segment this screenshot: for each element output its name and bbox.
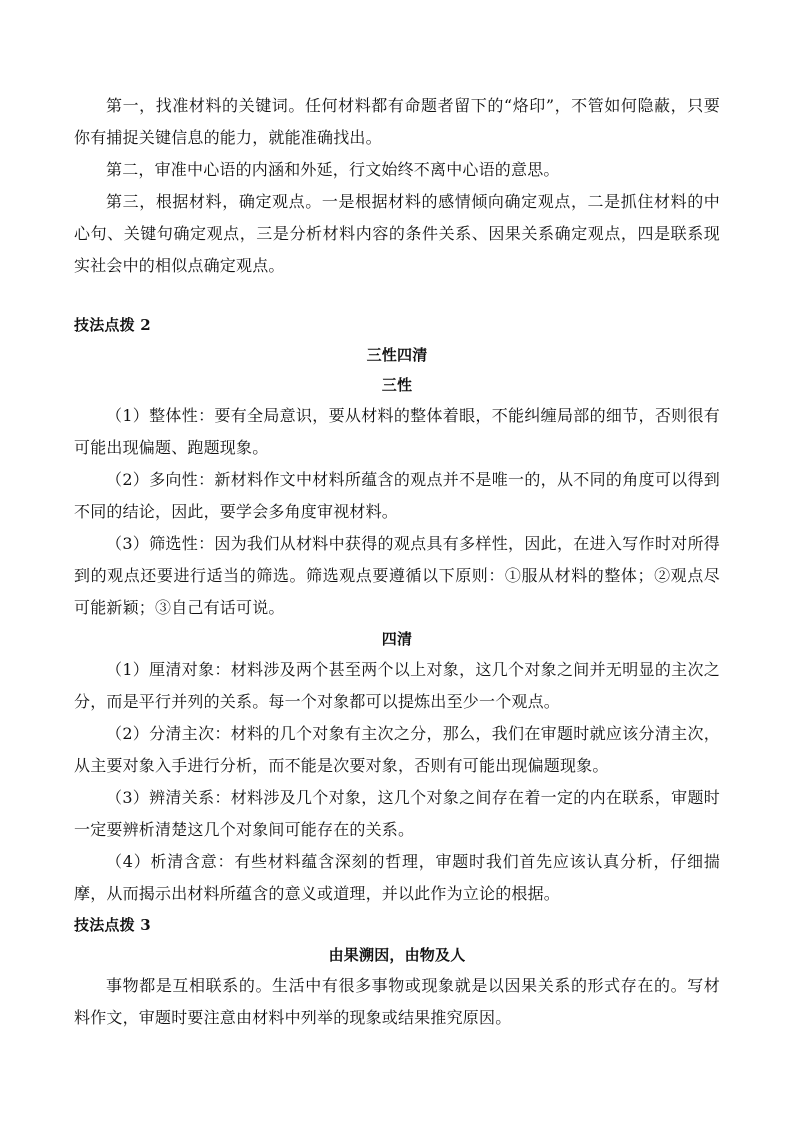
four-item-1: （1）厘清对象：材料涉及两个甚至两个以上对象，这几个对象之间并无明显的主次之分，而是平行并列的关系。每一个对象都可以提炼出至少一个观点。 [74,660,720,711]
three-item-1: （1）整体性：要有全局意识，要从材料的整体着眼，不能纠缠局部的细节，否则很有可能出现偏题、跑题现象。 [74,406,720,457]
intro-paragraph-2: 第二，审准中心语的内涵和外延，行文始终不离中心语的意思。 [106,160,560,179]
four-item-3: （3）辨清关系：材料涉及几个对象，这几个对象之间存在着一定的内在联系，审题时一定要辨析清楚这几个对象间可能存在的关系。 [74,788,720,839]
intro-paragraph-3: 第三，根据材料，确定观点。一是根据材料的感情倾向确定观点，二是抓住材料的中心句、关键句确定观点，三是分析材料内容的条件关系、因果关系确定观点，四是联系现实社会中的相似点确定观点。 [74,192,720,275]
section-2-subtitle-three: 三性 [381,376,413,394]
four-item-2: （2）分清主次：材料的几个对象有主次之分，那么，我们在审题时就应该分清主次，从主要对象入手进行分析，而不能是次要对象，否则有可能出现偏题现象。 [74,724,720,775]
section-2-title: 三性四清 [366,346,428,364]
section-3-paragraph: 事物都是互相联系的。生活中有很多事物或现象就是以因果关系的形式存在的。写材料作文，审题时要注意由材料中列举的现象或结果推究原因。 [74,976,720,1027]
section-3-label: 技法点拨 3 [74,916,151,934]
section-spacer [74,282,720,310]
four-item-4: （4）析清含意：有些材料蕴含深刻的哲理，审题时我们首先应该认真分析，仔细揣摩，从而揭示出材料所蕴含的意义或道理，并以此作为立论的根据。 [74,852,720,903]
section-3-title: 由果溯因，由物及人 [328,946,466,964]
three-item-3: （3）筛选性：因为我们从材料中获得的观点具有多样性，因此，在进入写作时对所得到的观点还要进行适当的筛选。筛选观点要遵循以下原则：①服从材料的整体；②观点尽可能新颖；③自己有话可说。 [74,534,720,617]
document-body [74,90,720,1034]
section-2-subtitle-four: 四清 [381,630,413,648]
intro-paragraph-1: 第一，找准材料的关键词。任何材料都有命题者留下的“烙印”，不管如何隐蔽，只要你有捕捉关键信息的能力，就能准确找出。 [74,96,720,147]
section-2-label: 技法点拨 2 [74,316,151,334]
three-item-2: （2）多向性：新材料作文中材料所蕴含的观点并不是唯一的，从不同的角度可以得到不同的结论，因此，要学会多角度审视材料。 [74,470,720,521]
